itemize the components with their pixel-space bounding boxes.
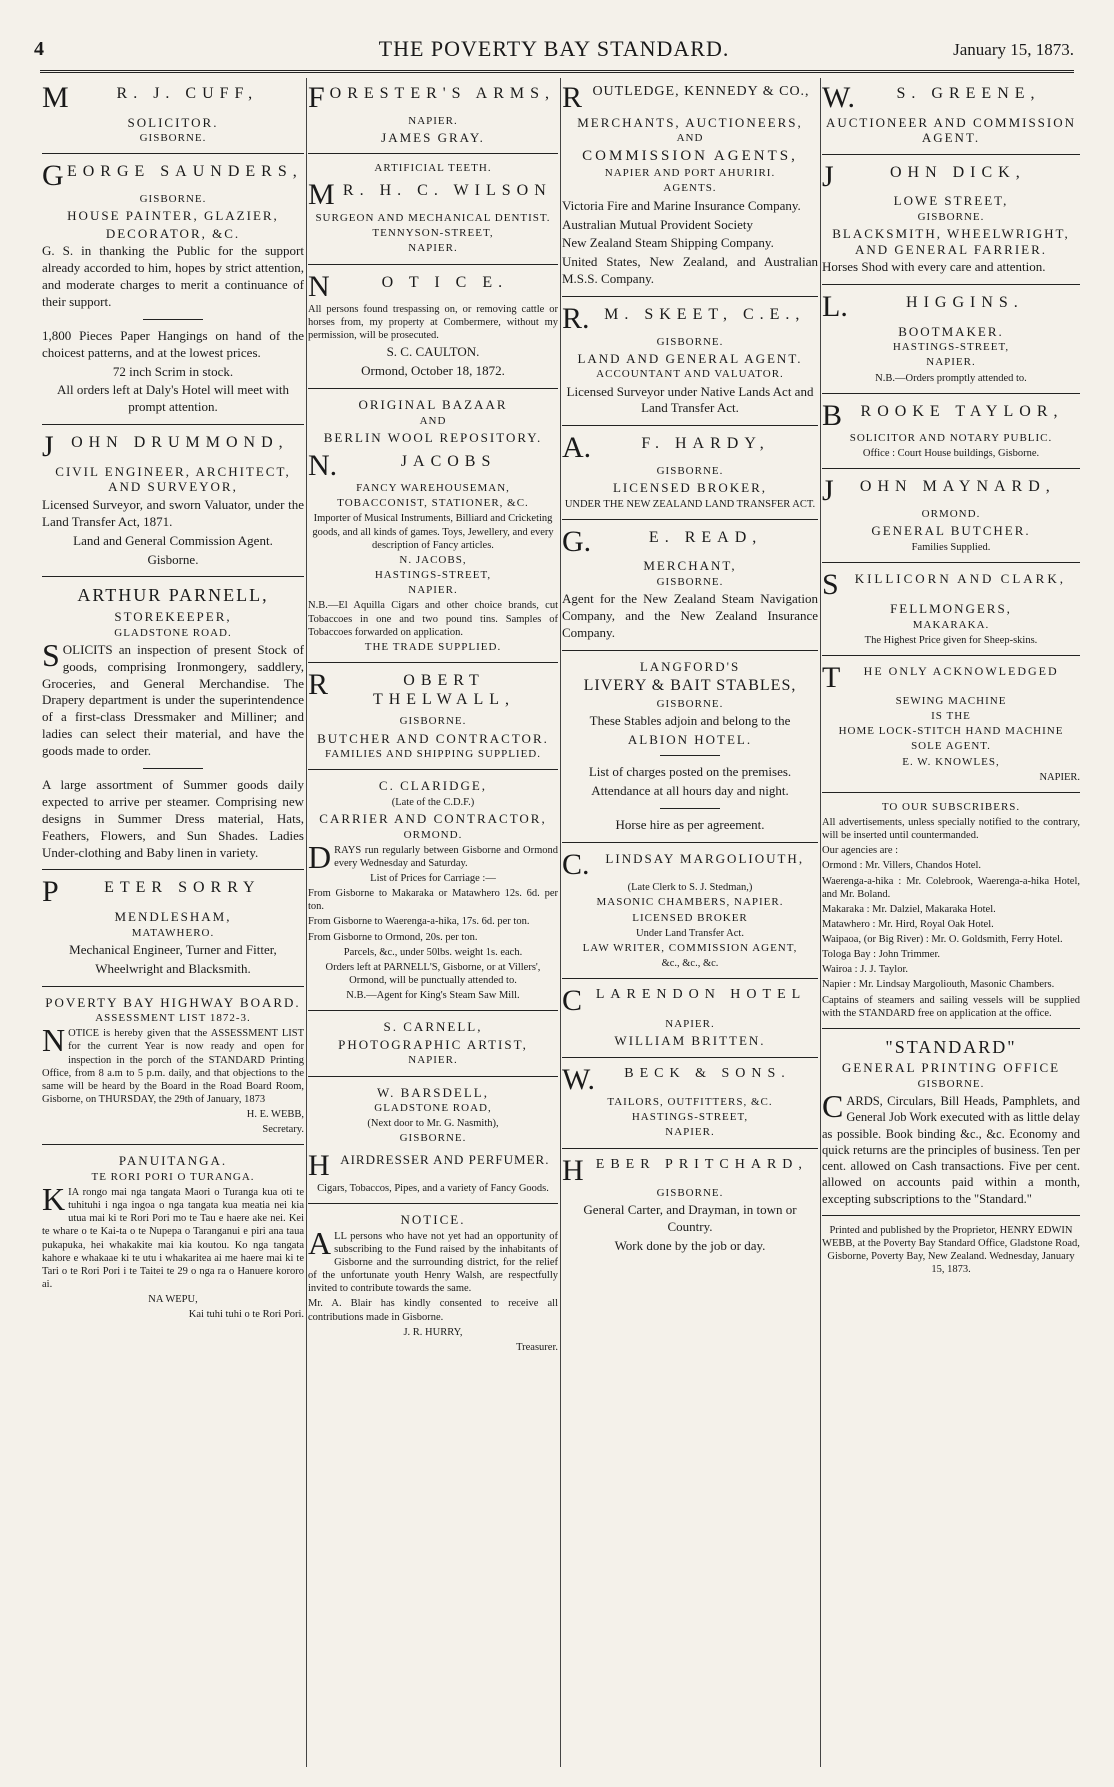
- ad-footer: Families Supplied.: [911, 541, 991, 553]
- drop-initial: K: [42, 1181, 66, 1218]
- ad-body: Land and General Commission Agent.: [73, 532, 273, 548]
- ad-trade: LICENSED BROKER,: [612, 480, 768, 496]
- agency-line: Victoria Fire and Marine Insurance Company.: [562, 197, 801, 213]
- ad-dick: [822, 159, 1080, 276]
- ad-trade: BOOTMAKER.: [898, 323, 1004, 339]
- signature: S. C. CAULTON.: [386, 344, 480, 360]
- ad-place: GISBORNE.: [917, 1077, 985, 1090]
- ad-place: GISBORNE.: [656, 464, 724, 477]
- ad-trade: MERCHANTS, AUCTIONEERS,: [577, 114, 803, 130]
- separator: [308, 769, 558, 770]
- ad-body: All advertisements, unless specially notified to the contrary, will be inserted until countermanded.: [822, 817, 1080, 842]
- separator: [308, 1076, 558, 1077]
- drop-initial: A: [308, 1224, 332, 1261]
- ad-trade: AUCTIONEER AND COMMISSION AGENT.: [825, 114, 1077, 146]
- ad-cuff: [42, 81, 304, 145]
- ad-trade: FANCY WAREHOUSEMAN,: [356, 482, 510, 495]
- ad-place: ORMOND.: [921, 507, 981, 520]
- drop-initial: H: [562, 1153, 584, 1187]
- agency-line: Waipaoa, (or Big River) : Mr. O. Goldsmith, Ferry Hotel.: [822, 934, 1063, 946]
- masthead-rule: [40, 70, 1074, 73]
- ad-notice-caulton: [308, 269, 558, 381]
- ad-highway-board: [42, 995, 304, 1137]
- ad-place: GISBORNE.: [399, 715, 467, 728]
- ad-heading: ARTIFICIAL TEETH.: [374, 162, 492, 175]
- ad-greene: [822, 81, 1080, 146]
- signature: NA WEPU,: [148, 1294, 198, 1306]
- ad-name: OHN DRUMMOND,: [71, 434, 289, 452]
- ad-body: N.B.—El Aquilla Cigars and other choice brands, cut Tobaccoes in one and two pound tins. Samples of Tobaccoes forwarded on application.: [308, 600, 558, 638]
- ad-place: NAPIER.: [408, 114, 458, 127]
- signature: H. E. WEBB,: [246, 1109, 304, 1121]
- ad-name: OUTLEDGE, KENNEDY & CO.,: [592, 84, 810, 99]
- ad-trade: BLACKSMITH, WHEELWRIGHT, AND GENERAL FARRIER.: [832, 225, 1070, 257]
- printer-imprint: Printed and published by the Proprietor, HENRY EDWIN WEBB, at the Poverty Bay Standard Office, Gladstone Road, Gisborne, Poverty Bay, New Zealand. Wednesday, January 15, 1873.: [822, 1224, 1080, 1276]
- ad-place: GISBORNE.: [139, 192, 207, 205]
- ad-address: HASTINGS-STREET,: [631, 1111, 749, 1124]
- drop-initial: T: [822, 661, 841, 695]
- ad-name: EBER PRITCHARD,: [595, 1156, 808, 1172]
- ad-parnell: [42, 585, 304, 861]
- ad-trade: Mechanical Engineer, Turner and Fitter,: [69, 941, 277, 957]
- ad-name: NOTICE.: [400, 1212, 466, 1228]
- ad-body: OLICITS an inspection of present Stock of goods, comprising Ironmongery, saddlery, Groceries, and General Merchandise. The Drapery department is under the superintendence of a first-class Dressmaker and Milliner; and ladies can select their material, and have the goods made to order.: [42, 641, 304, 759]
- ad-subtitle: ASSESSMENT LIST 1872-3.: [95, 1012, 251, 1025]
- separator: [308, 264, 558, 265]
- ad-body: ALBION HOTEL.: [627, 731, 753, 747]
- drop-initial: M: [42, 81, 69, 114]
- ad-subtitle: TE RORI PORI O TURANGA.: [91, 1170, 255, 1183]
- ad-body: Orders left at PARNELL'S, Gisborne, or at Villers', Ormond, will be punctually attended to.: [325, 961, 541, 986]
- drop-initial: R: [308, 667, 329, 701]
- ad-skeet: [562, 302, 818, 417]
- ad-trade: GENERAL PRINTING OFFICE: [841, 1060, 1061, 1076]
- ad-place: NAPIER.: [665, 1017, 715, 1030]
- ad-place: NAPIER.: [926, 356, 976, 369]
- ad-date: Ormond, October 18, 1872.: [361, 363, 505, 379]
- ad-name: ROOKE TAYLOR,: [860, 402, 1064, 420]
- separator: [562, 296, 818, 297]
- ad-place: GISBORNE.: [399, 1132, 467, 1145]
- ad-name: S. GREENE,: [896, 85, 1041, 102]
- ad-body: &c., &c., &c.: [661, 958, 719, 970]
- agency-line: Makaraka : Mr. Dalziel, Makaraka Hotel.: [822, 903, 996, 915]
- ad-name: KILLICORN AND CLARK,: [854, 570, 1066, 586]
- ad-jacobs: [308, 397, 558, 654]
- ad-body: Our agencies are :: [822, 845, 899, 857]
- ad-trade: ACCOUNTANT AND VALUATOR.: [596, 368, 784, 381]
- drop-initial: N: [308, 269, 330, 303]
- ad-name: E. READ,: [648, 528, 763, 546]
- separator: [822, 655, 1080, 656]
- drop-initial: R.: [562, 302, 590, 336]
- separator: [822, 1215, 1080, 1216]
- page-number: 4: [34, 38, 44, 60]
- ad-trade: COMMISSION AGENTS,: [582, 148, 798, 165]
- ad-trade: TOBACCONIST, STATIONER, &C.: [337, 497, 529, 510]
- ad-name: "STANDARD": [885, 1036, 1017, 1057]
- ad-place: GISBORNE.: [139, 132, 207, 145]
- ad-body: Licensed Surveyor under Native Lands Act and Land Transfer Act.: [566, 383, 814, 416]
- ad-body: SOLE AGENT.: [911, 740, 991, 753]
- ad-sewing-machine: [822, 661, 1080, 784]
- separator: [822, 154, 1080, 155]
- ad-trade: CARRIER AND CONTRACTOR,: [319, 811, 547, 826]
- ad-place: NAPIER.: [665, 1126, 715, 1139]
- separator: [562, 650, 818, 651]
- ad-trade: General Carter, and Drayman, in town or Country.: [583, 1202, 797, 1235]
- ad-place: GISBORNE.: [917, 210, 985, 223]
- ad-body: Licensed Surveyor, and sworn Valuator, under the Land Transfer Act, 1871.: [42, 496, 304, 529]
- ad-footer: N.B.—Orders promptly attended to.: [875, 372, 1027, 384]
- ad-hardy: [562, 431, 818, 510]
- ad-body: OTICE is hereby given that the ASSESSMENT LIST for the current Year is now ready and open for inspection in the porch of the STANDARD Printing Office, from 8 a.m to 5 p.m. daily, and that objections to the same will be heard by the Board in the Road Board Room, Gisborne, on THURSDAY, the 29th of January, 1873: [42, 1028, 304, 1105]
- separator: [822, 1028, 1080, 1029]
- agency-line: Tologa Bay : John Trimmer.: [822, 949, 940, 961]
- ad-body: Importer of Musical Instruments, Billiard and Cricketing goods, and all kinds of games. Toys, Jewellery, and every description of Fancy articles.: [312, 513, 554, 551]
- ad-body: Cigars, Tobaccos, Pipes, and a variety of Fancy Goods.: [317, 1183, 549, 1195]
- separator: [308, 662, 558, 663]
- ad-name: PANUITANGA.: [118, 1153, 228, 1169]
- ad-body: ARDS, Circulars, Bill Heads, Pamphlets, and General Job Work executed with as little delay as possible. Book binding &c., &c. Economy and quick returns are the principles of business. Ten per cent. allowed on Cash transactions. Five per cent. allowed on accounts paid within a month, excepting subscriptions to the "Standard.": [822, 1094, 1080, 1206]
- drop-initial: S: [42, 636, 60, 673]
- ad-foresters-arms: [308, 81, 558, 145]
- separator: [562, 842, 818, 843]
- price-line: From Gisborne to Waerenga-a-hika, 17s. 6d. per ton.: [308, 916, 530, 928]
- ad-body: Gisborne.: [147, 551, 199, 567]
- ad-body: All orders left at Daly's Hotel will meet with prompt attention.: [57, 382, 289, 415]
- ad-trade: BUTCHER AND CONTRACTOR.: [317, 730, 549, 746]
- price-line: Parcels, &c., under 50lbs. weight 1s. each.: [343, 946, 523, 958]
- ad-name: R. H. C. WILSON: [342, 182, 552, 200]
- agency-line: Wairoa : J. J. Taylor.: [822, 964, 909, 976]
- column-2: [308, 78, 558, 1777]
- separator: [822, 393, 1080, 394]
- ad-footer: FAMILIES AND SHIPPING SUPPLIED.: [325, 748, 541, 761]
- ad-body: RAYS run regularly between Gisborne and Ormond every Wednesday and Saturday.: [334, 844, 558, 869]
- ad-body: A large assortment of Summer goods daily expected to arrive per steamer. Comprising new designs in Summer Dress material, Hats, Feathers, Flowers, and Sun Shades. Ladies Under-clothing and Baby linen in variety.: [42, 777, 304, 860]
- drop-initial: G.: [562, 524, 592, 558]
- agency-line: Ormond : Mr. Villers, Chandos Hotel.: [822, 860, 982, 872]
- ad-maynard: [822, 474, 1080, 553]
- drop-initial: C: [562, 984, 583, 1018]
- separator: [308, 153, 558, 154]
- ad-trade: HOME LOCK-STITCH HAND MACHINE: [838, 725, 1064, 738]
- ad-name: SEWING MACHINE: [895, 694, 1007, 707]
- ad-footer: N.B.—Agent for King's Steam Saw Mill.: [346, 990, 520, 1002]
- agency-line: United States, New Zealand, and Australian M.S.S. Company.: [562, 254, 818, 287]
- ad-body: G. S. in thanking the Public for the support already accorded to him, hopes by strict attention, and moderate charges to merit a continuance of their support.: [42, 243, 304, 309]
- ad-body: Work done by the job or day.: [614, 1238, 766, 1254]
- ad-subtitle: (Late Clerk to S. J. Stedman,): [627, 882, 753, 894]
- separator: [562, 978, 818, 979]
- ad-name: JACOBS: [400, 452, 497, 470]
- ad-body: IA rongo mai nga tangata Maori o Turanga kua oti te tuhituhi i nga ingoa o nga tangata kua meatia nei kia utua mai ki te Rori Pori mo te Tau e haere ake nei. Kei te whare o te Kai-ta o te Nupepa o Taranganui e piri ana taua pukapuka, hei whakakite mai kia koutou. Ko nga tangata kahore e whakaae ki te utu i whakaritea ai me haere mai ki te Tari o te Rori Pori i te Taitei te 29 o nga ra o Hanuere kororo ai.: [42, 1187, 304, 1290]
- ad-body: Captains of steamers and sailing vessels will be supplied with the STANDARD free on application at the office.: [822, 994, 1080, 1019]
- ad-heading: BERLIN WOOL REPOSITORY.: [323, 429, 543, 445]
- ad-body: The Highest Price given for Sheep-skins.: [864, 635, 1038, 647]
- ad-trade: GENERAL BUTCHER.: [871, 523, 1031, 539]
- ad-body: Mr. A. Blair has kindly consented to receive all contributions made in Gisborne.: [308, 1298, 558, 1323]
- ad-body: 1,800 Pieces Paper Hangings on hand of the choicest patterns, and at the lowest prices.: [42, 327, 304, 360]
- ad-trade: SURGEON AND MECHANICAL DENTIST.: [315, 211, 551, 224]
- drop-initial: C: [822, 1088, 844, 1125]
- separator: [308, 1203, 558, 1204]
- ad-owner: JAMES GRAY.: [381, 129, 485, 145]
- notice-subscribers: [822, 801, 1080, 1020]
- ad-read: [562, 524, 818, 642]
- ad-name: C. CLARIDGE,: [378, 778, 488, 794]
- drop-initial: W.: [822, 81, 856, 114]
- separator: [562, 425, 818, 426]
- ad-skillicorn: [822, 567, 1080, 647]
- drop-initial: G: [42, 159, 64, 193]
- ad-address: (Next door to Mr. G. Nasmith),: [367, 1118, 499, 1130]
- separator: [42, 153, 304, 154]
- issue-date: January 15, 1873.: [953, 40, 1074, 59]
- ad-body: All persons found trespassing on, or removing cattle or horses from, my property at Combermere, without my permission, will be prosecuted.: [308, 304, 558, 342]
- drop-initial: W.: [562, 1062, 596, 1096]
- separator: [822, 284, 1080, 285]
- ad-clarendon: [562, 984, 818, 1048]
- separator: [562, 1148, 818, 1149]
- ad-place: ORMOND.: [403, 828, 463, 841]
- separator: [42, 424, 304, 425]
- drop-initial: J: [822, 474, 834, 508]
- separator: [562, 1057, 818, 1058]
- ad-title: SOLICITOR.: [127, 114, 219, 130]
- drop-initial: H: [308, 1148, 330, 1182]
- agency-line: Matawhero : Mr. Hird, Royal Oak Hotel.: [822, 918, 994, 930]
- ad-body: List of charges posted on the premises.: [588, 764, 792, 780]
- newspaper-title: THE POVERTY BAY STANDARD.: [378, 36, 730, 61]
- drop-initial: R: [562, 81, 583, 114]
- signature: N. JACOBS,: [399, 553, 467, 566]
- ad-trade: PHOTOGRAPHIC ARTIST,: [338, 1036, 528, 1052]
- ad-margoliouth: [562, 847, 818, 970]
- signature: E. W. KNOWLES,: [902, 755, 1000, 768]
- ad-body: Attendance at all hours day and night.: [591, 783, 789, 799]
- drop-initial: M: [308, 178, 335, 212]
- signature-title: Kai tuhi tuhi o te Rori Pori.: [188, 1309, 304, 1321]
- ad-name: OHN DICK,: [889, 163, 1026, 181]
- ad-place: GISBORNE.: [656, 697, 724, 710]
- separator: [42, 986, 304, 987]
- ad-trade: SOLICITOR AND NOTARY PUBLIC.: [849, 432, 1053, 445]
- ad-body: 72 inch Scrim in stock.: [112, 363, 234, 379]
- ad-name: LIVERY & BAIT STABLES,: [583, 677, 797, 695]
- ad-body: Horses Shod with every care and attention.: [822, 259, 1046, 275]
- ad-place: NAPIER AND PORT AHURIRI.: [604, 167, 776, 180]
- ad-name: O T I C E.: [381, 273, 509, 291]
- ad-name: POVERTY BAY HIGHWAY BOARD.: [45, 994, 301, 1010]
- separator: [822, 562, 1080, 563]
- ad-higgins: [822, 290, 1080, 385]
- ad-langford: [562, 659, 818, 834]
- ad-heading: ORIGINAL BAZAAR: [358, 397, 508, 413]
- agency-line: Waerenga-a-hika : Mr. Colebrook, Waerenga-a-hika Hotel, and Mr. Boland.: [822, 875, 1080, 900]
- column-4: [822, 78, 1080, 1777]
- ad-taylor: [822, 398, 1080, 461]
- separator: [822, 792, 1080, 793]
- separator: [562, 519, 818, 520]
- ad-place: NAPIER.: [408, 242, 458, 255]
- ad-place: GISBORNE.: [656, 335, 724, 348]
- ad-name: TO OUR SUBSCRIBERS.: [881, 800, 1021, 813]
- ad-body: Horse hire as per agreement.: [615, 816, 765, 832]
- drop-initial: N.: [308, 448, 338, 482]
- ad-beck: [562, 1062, 818, 1140]
- ad-trade: LAW WRITER, COMMISSION AGENT,: [582, 941, 798, 954]
- ad-place: NAPIER.: [408, 584, 458, 597]
- ad-trade: STOREKEEPER,: [114, 609, 232, 625]
- ad-name: OBERT THELWALL,: [372, 671, 516, 709]
- ad-address: HASTINGS-STREET,: [374, 569, 492, 581]
- ad-trade: LICENSED BROKER: [632, 911, 748, 924]
- drop-initial: P: [42, 875, 59, 909]
- ad-name: W. BARSDELL,: [377, 1084, 489, 1100]
- ad-body: Agent for the New Zealand Steam Navigation Company, and the New Zealand Insurance Company.: [562, 591, 818, 640]
- ad-trade: Wheelwright and Blacksmith.: [95, 960, 251, 976]
- ad-body: These Stables adjoin and belong to the: [589, 712, 791, 728]
- ad-address: GLADSTONE ROAD.: [114, 626, 232, 639]
- ad-body: IS THE: [931, 709, 971, 722]
- ad-claridge: [308, 778, 558, 1002]
- drop-initial: D: [308, 838, 332, 875]
- ad-heading: AND: [419, 414, 447, 427]
- column-1: [42, 78, 304, 1777]
- ad-trade: DECORATOR, &C.: [105, 225, 241, 241]
- ad-name: S. CARNELL,: [383, 1019, 483, 1035]
- ad-pritchard: [562, 1153, 818, 1255]
- ad-body: Under Land Transfer Act.: [636, 927, 744, 939]
- drop-initial: B: [822, 398, 843, 432]
- ad-place: MENDLESHAM,: [114, 908, 232, 924]
- column-divider: [560, 78, 561, 1767]
- ad-saunders: [42, 159, 304, 416]
- column-3: [562, 78, 818, 1777]
- ad-address: MASONIC CHAMBERS, NAPIER.: [596, 896, 784, 909]
- ad-body: LL persons who have not yet had an opportunity of subscribing to the Fund raised by the inhabitants of Gisborne and the surrounding district, for the relief of the unfortunate youth Henry Walsh, are respectfully invited to contribute towards the same.: [308, 1230, 558, 1295]
- column-divider: [306, 78, 307, 1767]
- ad-name: HIGGINS.: [906, 294, 1024, 312]
- ad-place: NAPIER.: [408, 1054, 458, 1067]
- ad-name: F. HARDY,: [641, 435, 770, 453]
- ad-name: BECK & SONS.: [624, 1065, 791, 1081]
- ad-place: MATAWHERO.: [131, 926, 215, 939]
- ad-wilson: [308, 162, 558, 255]
- ad-name: R. J. CUFF,: [116, 85, 259, 102]
- ad-body: List of Prices for Carriage :—: [370, 873, 496, 885]
- column-divider: [820, 78, 821, 1767]
- drop-initial: L.: [822, 290, 848, 324]
- agency-line: Napier : Mr. Lindsay Margoliouth, Masonic Chambers.: [822, 979, 1055, 991]
- ad-trade: AIRDRESSER AND PERFUMER.: [340, 1151, 550, 1167]
- ad-name: ETER SORRY: [104, 879, 261, 897]
- masthead: [34, 28, 1074, 68]
- ad-name: M. SKEET, C.E.,: [604, 306, 806, 324]
- drop-initial: N: [42, 1022, 66, 1059]
- ad-name: HE ONLY ACKNOWLEDGED: [863, 664, 1059, 679]
- separator: [42, 869, 304, 870]
- ad-heading: AGENTS.: [663, 182, 717, 195]
- price-line: From Gisborne to Makaraka or Matawhero 12s. 6d. per ton.: [308, 888, 558, 913]
- agency-line: New Zealand Steam Shipping Company.: [562, 235, 774, 251]
- ad-owner: WILLIAM BRITTEN.: [614, 1032, 766, 1048]
- ad-place: GISBORNE.: [656, 1187, 724, 1200]
- signature-title: Secretary.: [262, 1124, 304, 1136]
- ad-trade: MERCHANT,: [643, 558, 737, 574]
- ad-place: NAPIER.: [1039, 771, 1080, 783]
- ad-name: OHN MAYNARD,: [859, 478, 1056, 496]
- ad-body: Office : Court House buildings, Gisborne.: [862, 448, 1040, 460]
- ad-trade: HOUSE PAINTER, GLAZIER,: [67, 207, 279, 223]
- ad-footer: THE TRADE SUPPLIED.: [364, 640, 502, 653]
- ad-trade: AND: [676, 132, 704, 145]
- ad-address: LOWE STREET,: [893, 193, 1009, 209]
- drop-initial: S: [822, 567, 839, 601]
- ad-thelwall: [308, 667, 558, 761]
- ad-name: LARENDON HOTEL: [595, 987, 807, 1003]
- ad-subtitle: (Late of the C.D.F.): [391, 796, 475, 808]
- ad-panuitanga: [42, 1153, 304, 1321]
- ad-heading: LANGFORD'S: [639, 658, 741, 674]
- drop-initial: J: [42, 430, 54, 464]
- ad-standard-printing: [822, 1037, 1080, 1207]
- ad-place: GISBORNE.: [656, 575, 724, 588]
- ad-name: ORESTER'S ARMS,: [329, 85, 556, 102]
- ad-name: LINDSAY MARGOLIOUTH,: [605, 850, 805, 866]
- ad-name: EORGE SAUNDERS,: [66, 163, 303, 181]
- ad-address: GLADSTONE ROAD,: [374, 1102, 492, 1115]
- signature-title: Treasurer.: [516, 1341, 558, 1353]
- ad-address: TENNYSON-STREET,: [372, 227, 494, 240]
- signature: J. R. HURRY,: [403, 1326, 463, 1338]
- ad-drummond: [42, 430, 304, 568]
- ad-footer: UNDER THE NEW ZEALAND LAND TRANSFER ACT.: [564, 498, 816, 510]
- drop-initial: J: [822, 159, 834, 193]
- ad-place: MAKARAKA.: [912, 618, 990, 631]
- drop-initial: F: [308, 81, 325, 114]
- drop-initial: C.: [562, 847, 590, 881]
- separator: [308, 1010, 558, 1011]
- price-line: From Gisborne to Ormond, 20s. per ton.: [308, 931, 478, 943]
- separator: [42, 1144, 304, 1145]
- ad-trade: TAILORS, OUTFITTERS, &C.: [607, 1096, 773, 1109]
- ad-trade: FELLMONGERS,: [890, 601, 1012, 617]
- separator: [308, 388, 558, 389]
- separator: [822, 468, 1080, 469]
- separator: [42, 576, 304, 577]
- ad-carnell: [308, 1019, 558, 1067]
- drop-initial: A.: [562, 431, 592, 465]
- ad-routledge: [562, 81, 818, 288]
- ad-address: HASTINGS-STREET,: [892, 341, 1010, 354]
- ad-sorry: [42, 875, 304, 977]
- agency-line: Australian Mutual Provident Society: [562, 216, 754, 232]
- ad-name: ARTHUR PARNELL,: [77, 585, 269, 606]
- ad-trade: LAND AND GENERAL AGENT.: [577, 350, 803, 366]
- ad-trade: CIVIL ENGINEER, ARCHITECT, AND SURVEYOR,: [55, 463, 291, 495]
- ad-notice-walsh: [308, 1212, 558, 1354]
- ad-barsdell: [308, 1085, 558, 1196]
